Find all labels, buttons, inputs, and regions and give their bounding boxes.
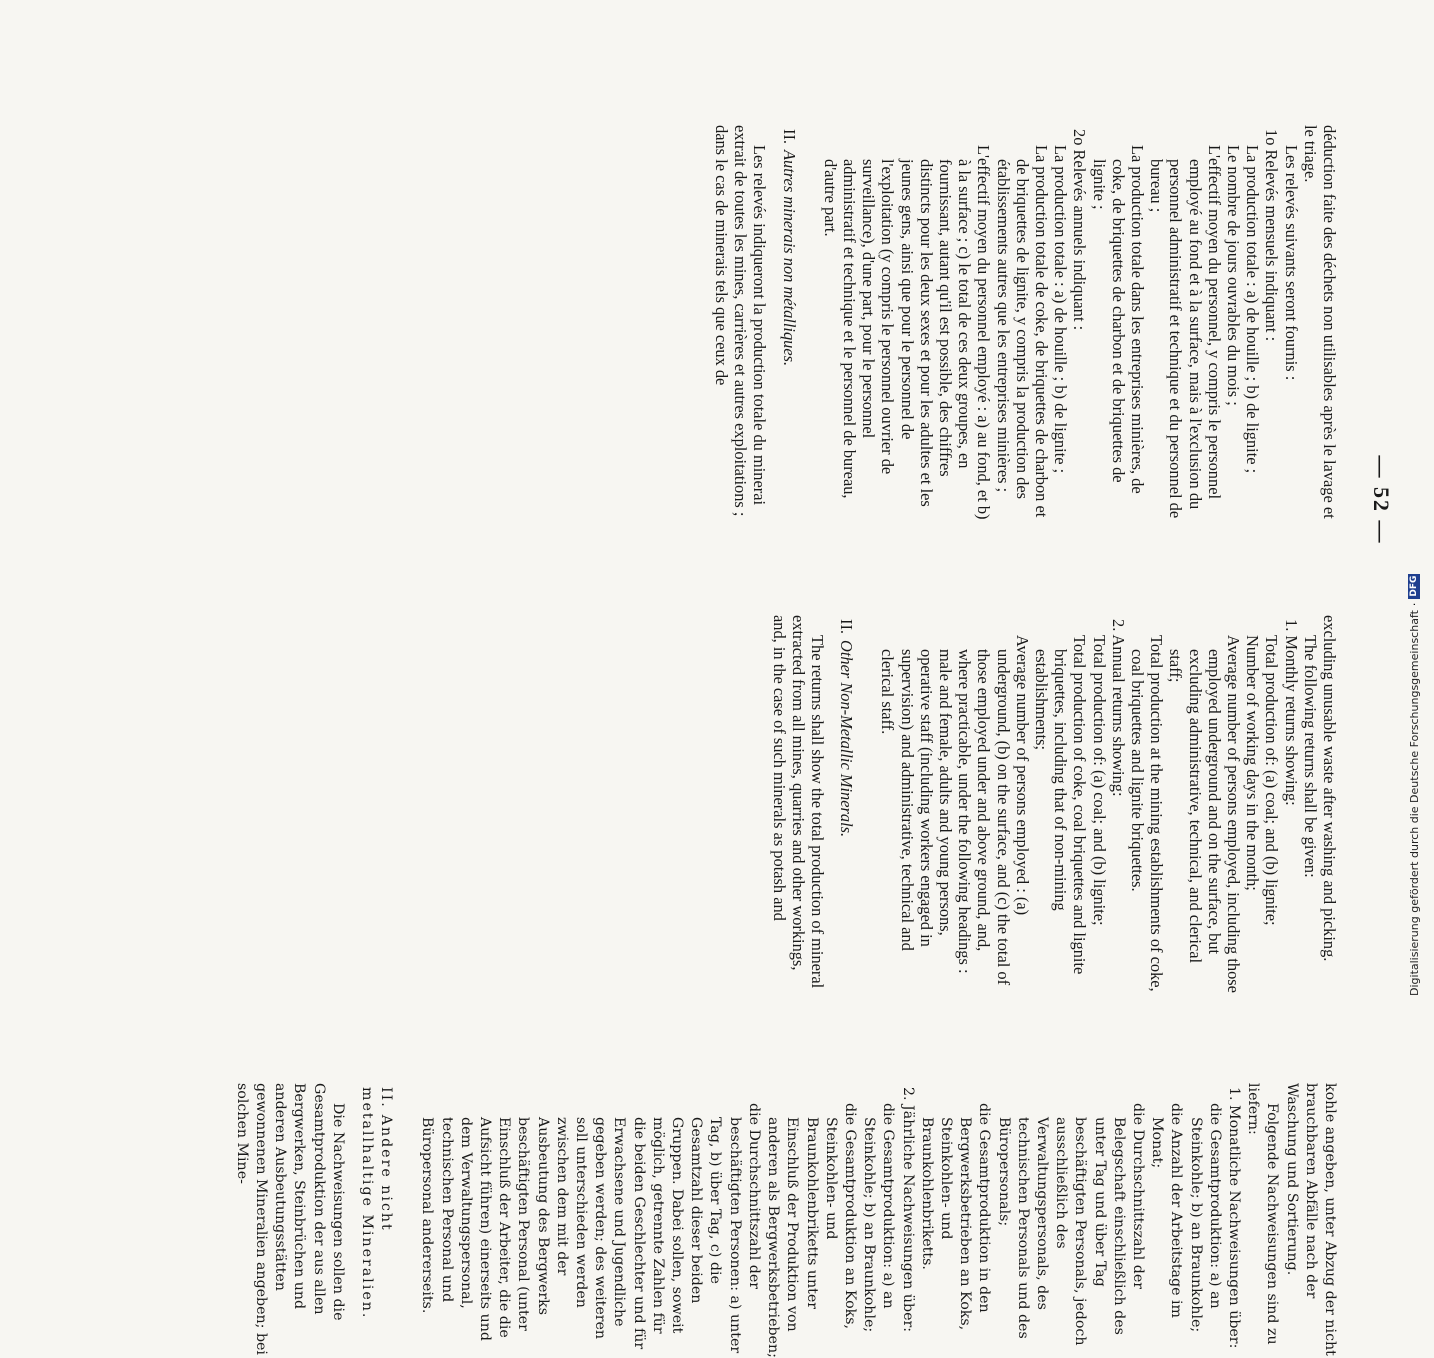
french-paragraph: Le nombre de jours ouvrables du mois ; [1223, 145, 1243, 406]
french-column [712, 125, 1339, 525]
digitization-credit [1404, 575, 1424, 996]
french-paragraph: 1o Relevés mensuels indiquant : [1262, 129, 1282, 342]
german-section-text: Die Nachweisungen sollen die Gesamtproduktion der aus allen Bergwerken, Steinbrüchen und anderen Ausbeutungsstätten gewonnenen Mineralien angeben; bei solchen Mine- [233, 1083, 346, 1355]
english-paragraph: excluding unusable waste after washing and picking. [1320, 615, 1339, 962]
french-paragraph: La production totale : a) de houille ; b) de lignite ; [1051, 145, 1071, 474]
french-heading-title: Autres minerais non métalliques. [779, 150, 799, 367]
english-paragraph: 2. Annual returns showing: [1108, 619, 1128, 797]
dfg-logo: DFG [1409, 575, 1419, 597]
german-paragraph: 1. Monatliche Nachweisungen über: [1225, 1087, 1242, 1349]
french-heading-numeral: II. [779, 129, 799, 145]
credit-text: Digitalisierung gefördert durch die Deutsche Forschungsgemeinschaft [1407, 610, 1421, 996]
english-column [769, 615, 1339, 995]
german-paragraph: die Durchschnittszahl der Belegschaft einschließlich des unter Tag und über Tag beschäftigten Personals, jedoch ausschließlich des Verwaltungspersonals, des technischen Personals und des Büropersonals; [995, 1103, 1146, 1346]
german-paragraph: die Gesamtproduktion: a) an Steinkohle; b) an Braunkohle; [861, 1103, 897, 1333]
french-body [821, 125, 1339, 525]
german-paragraph: die Durchschnittszahl der beschäftigten Personen: a) unter Tag, b) über Tag, c) die Gesamtzahl dieser beiden Gruppen. Dabei sollen, soweit möglich, getrennte Zahlen für die beiden Geschlechter und für Erwachsene und Jugendliche gegeben werden; des weiteren soll unterschieden werden zwischen dem mit der Ausbeutung des Bergwerks beschäftigten Personal (unter Einschluß der Arbeiter, die die Aufsicht führen) einerseits und dem Verwaltungspersonal, technischen Personal und Büropersonal andererseits. [419, 1103, 762, 1354]
german-paragraph: Folgende Nachweisungen sind zu liefern: [1245, 1083, 1281, 1345]
english-section-text: The returns shall show the total production of mineral extracted from all mines, quarries and other workings, and, in the case of such minerals as potash and [769, 615, 827, 989]
german-paragraph: die Gesamtproduktion in den Bergwerksbetrieben an Koks, Steinkohlen- und Braunkohlenbriketts. [918, 1103, 993, 1331]
english-paragraph: Total production at the mining establishments of coke, coal briquettes and lignite briquettes. [1127, 635, 1167, 992]
french-paragraph: La production totale de coke, de briquettes de charbon et de briquettes de lignite, y compris la production des établissements autres que les entreprises minières ; [993, 145, 1051, 518]
german-paragraph: 2. Jährliche Nachweisungen über: [899, 1087, 916, 1333]
french-section-text: Les relevés indiqueront la production totale du minerai extrait de toutes les mines, carrières et autres exploitations ; dans le cas de minerais tels que ceux de [711, 125, 770, 517]
german-paragraph: die Anzahl der Arbeitstage im Monat; [1149, 1103, 1185, 1318]
german-paragraph: die Gesamtproduktion an Koks, Steinkohlen- und Braunkohlenbriketts unter Einschluß der Produktion von anderen als Bergwerksbetrieben; [765, 1103, 858, 1358]
english-paragraph: Total production of coke, coal briquettes and lignite briquettes, including that of non-mining establishments; [1031, 635, 1090, 975]
french-section-heading [779, 125, 798, 525]
german-section-heading [357, 1083, 395, 1358]
english-body [878, 615, 1339, 995]
german-heading-numeral: II. [378, 1087, 395, 1109]
german-body [417, 1083, 1339, 1358]
german-paragraph: kohle angeben, unter Abzug der nicht brauchbaren Abfälle nach der Waschung und Sortierung. [1283, 1083, 1338, 1356]
french-paragraph: 2o Relevés annuels indiquant : [1070, 129, 1090, 331]
german-paragraph: die Gesamtproduktion: a) an Steinkohle; b) an Braunkohle; [1187, 1103, 1223, 1333]
french-paragraph: L'effectif moyen du personnel, y compris le personnel employé au fond et à la surface, mais à l'exclusion du personnel administratif et technique et du personnel de bureau ; [1147, 145, 1224, 519]
french-paragraph: L'effectif moyen du personnel employé : a) au fond, et b) à la surface ; c) le total de ces deux groupes, en fournissant, autant qu'il est possible, des chiffres distincts pour les deux sexes et pour les adultes et les jeunes gens, ainsi que pour le personnel de l'exploitation (y compris le personnel ouvrier de surveillance), d'une part, pour le personnel administratif et technique et le personnel de bureau, d'autre part. [820, 145, 994, 520]
english-paragraph: Average number of persons employed : (a) underground, (b) on the surface, and (c) the total of those employed under and above ground, and, where practicable, under the following headings : male and female, adults and young persons, operative staff (including workers engaged in supervision) and administrative, technical and clerical staff. [878, 635, 1032, 986]
english-paragraph: 1. Monthly returns showing: [1281, 619, 1301, 806]
french-paragraph: déduction faite des déchets non utilisables après le lavage et le triage. [1300, 125, 1339, 519]
page-number: — 52 — [1369, 455, 1394, 545]
english-paragraph: Total production of: (a) coal; and (b) lignite; [1262, 635, 1282, 926]
english-heading-numeral: II. [837, 619, 857, 635]
french-paragraph: La production totale dans les entreprises minières, de coke, de briquettes de charbon et de briquettes de lignite ; [1089, 145, 1147, 494]
french-paragraph: Les relevés suivants seront fournis : [1281, 145, 1301, 381]
credit-separator: · [1407, 602, 1421, 607]
english-paragraph: Average number of persons employed, including those employed underground and on the surface, but excluding administrative, technical, and clerical staff; [1166, 635, 1243, 993]
german-heading-title: Andere nicht metallhaltige Mineralien. [359, 1087, 395, 1320]
german-column [232, 1083, 1339, 1358]
french-paragraph: La production totale : a) de houille ; b) de lignite ; [1243, 145, 1263, 474]
english-heading-title: Other Non-Metallic Minerals. [837, 640, 857, 838]
english-paragraph: Total production of: (a) coal; and (b) lignite; [1089, 635, 1109, 926]
english-paragraph: Number of working days in the month; [1243, 635, 1263, 891]
english-section-heading [837, 615, 856, 995]
english-paragraph: The following returns shall be given: [1300, 635, 1320, 878]
